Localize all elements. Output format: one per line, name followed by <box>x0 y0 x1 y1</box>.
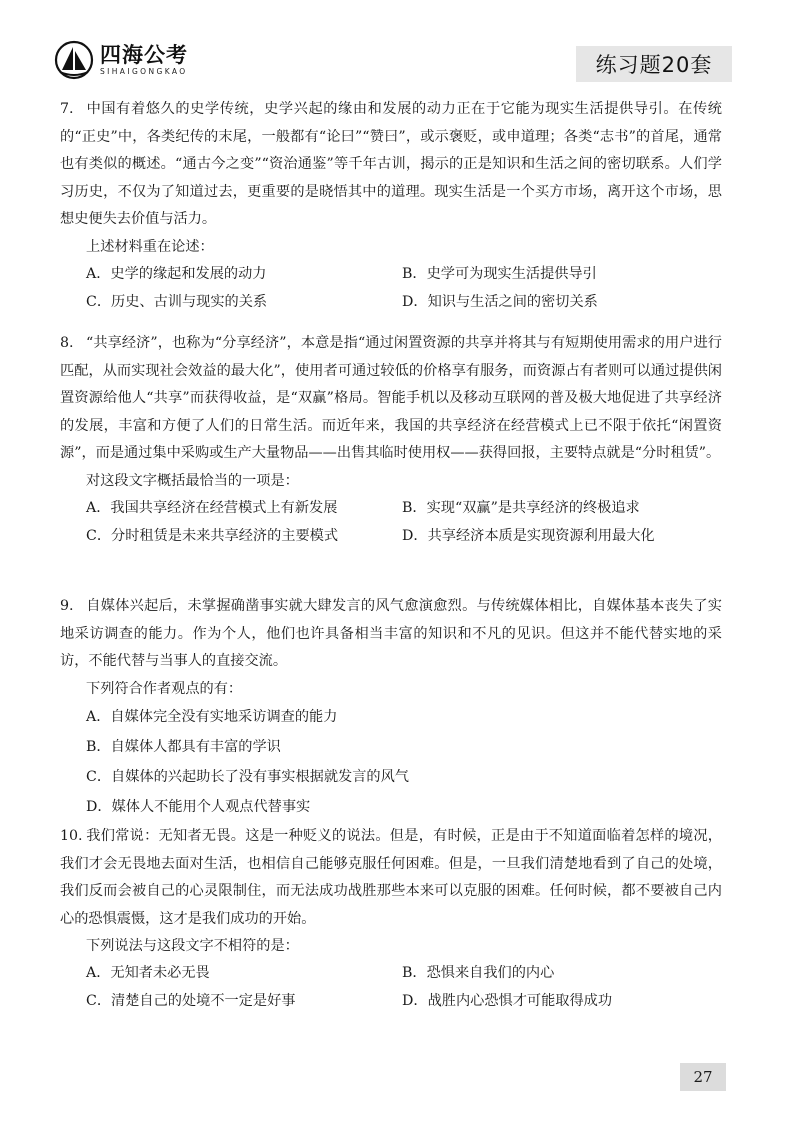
option-b[interactable]: B．史学可为现实生活提供导引 <box>402 265 597 282</box>
question-text <box>60 823 722 933</box>
options <box>86 959 722 1015</box>
brand-name: 四海公考 <box>100 43 188 67</box>
question-body: 我们常说：无知者无畏。这是一种贬义的说法。但是，有时候，正是由于不知道面临着怎样的境况，我们才会无畏地去面对生活，也相信自己能够克服任何困难。但是，一旦我们清楚地看到了自己的处境，我们反而会被自己的心灵限制住，而无法成功战胜那些本来可以克服的困难。任何时候，都不要被自己内心的恐惧震慑，这才是我们成功的开始。 <box>60 828 722 927</box>
option-b[interactable]: B．恐惧来自我们的内心 <box>402 965 555 981</box>
option-b[interactable]: B．实现“双赢”是共享经济的终极追求 <box>402 499 640 516</box>
question-text <box>60 330 722 468</box>
page-number: 27 <box>680 1063 726 1091</box>
brand-subtitle: SIHAIGONGKAO <box>100 67 188 76</box>
option-a[interactable]: A．我国共享经济在经营模式上有新发展 <box>86 499 338 516</box>
option-a[interactable]: A．无知者未必无畏 <box>86 965 210 981</box>
question-number: 8. <box>60 335 74 351</box>
option-d[interactable]: D．战胜内心恐惧才可能取得成功 <box>402 993 613 1009</box>
question-body: “共享经济”，也称为“分享经济”，本意是指“通过闲置资源的共享并将其与有短期使用需求的用户进行匹配，从而实现社会效益的最大化”，使用者可通过较低的价格享有服务，而资源占有者则可以通过提供闲置资源给他人“共享”而获得收益，是“双赢”格局。智能手机以及移动互联网的普及极大地促进了共享经济的发展，丰富和方便了人们的日常生活。而近年来，我国的共享经济在经营模式上已不限于依托“闲置资源”，而是通过集中采购或生产大量物品——出售其临时使用权——获得回报，主要特点就是“分时租赁”。 <box>60 335 722 461</box>
option-c[interactable]: C．历史、古训与现实的关系 <box>86 293 268 310</box>
option-a[interactable]: A．史学的缘起和发展的动力 <box>86 265 267 282</box>
question-prompt: 下列说法与这段文字不相符的是： <box>86 938 299 954</box>
question-text <box>60 593 722 676</box>
question-9 <box>60 593 722 822</box>
option-d[interactable]: D．知识与生活之间的密切关系 <box>402 293 598 310</box>
sailboat-icon <box>54 40 94 80</box>
option-d[interactable]: D．媒体人不能用个人观点代替事实 <box>86 798 311 815</box>
set-label: 练习题20套 <box>576 46 732 82</box>
option-c[interactable]: C．清楚自己的处境不一定是好事 <box>86 993 296 1009</box>
question-10 <box>60 823 722 1015</box>
question-number: 10. <box>60 828 83 844</box>
option-a[interactable]: A．自媒体完全没有实地采访调查的能力 <box>86 708 338 725</box>
question-number: 9. <box>60 598 74 614</box>
option-c[interactable]: C．自媒体的兴起助长了没有事实根据就发言的风气 <box>86 768 409 785</box>
options <box>86 494 722 550</box>
question-prompt: 上述材料重在论述： <box>86 238 214 255</box>
options <box>86 702 722 822</box>
brand-logo <box>54 40 188 80</box>
question-8 <box>60 330 722 550</box>
option-b[interactable]: B．自媒体人都具有丰富的学识 <box>86 738 281 755</box>
question-body: 中国有着悠久的史学传统，史学兴起的缘由和发展的动力正在于它能为现实生活提供导引。在传统的“正史”中，各类纪传的末尾，一般都有“论曰”“赞曰”，或示褒贬，或申道理；各类“志书”的首尾，通常也有类似的概述。“通古今之变”“资治通鉴”等千年古训，揭示的正是知识和生活之间的密切联系。人们学习历史，不仅为了知道过去，更重要的是晓悟其中的道理。现实生活是一个买方市场，离开这个市场，思想史便失去价值与活力。 <box>60 101 722 227</box>
question-number: 7. <box>60 101 74 117</box>
question-prompt: 对这段文字概括最恰当的一项是： <box>86 472 299 489</box>
question-prompt: 下列符合作者观点的有： <box>86 680 243 697</box>
question-text <box>60 96 722 234</box>
question-body: 自媒体兴起后，未掌握确凿事实就大肆发言的风气愈演愈烈。与传统媒体相比，自媒体基本丧失了实地采访调查的能力。作为个人，他们也许具备相当丰富的知识和不凡的见识。但这并不能代替实地的采访，不能代替与当事人的直接交流。 <box>60 598 722 669</box>
option-c[interactable]: C．分时租赁是未来共享经济的主要模式 <box>86 527 339 544</box>
option-d[interactable]: D．共享经济本质是实现资源利用最大化 <box>402 527 655 544</box>
question-7 <box>60 96 722 316</box>
options <box>86 260 722 316</box>
